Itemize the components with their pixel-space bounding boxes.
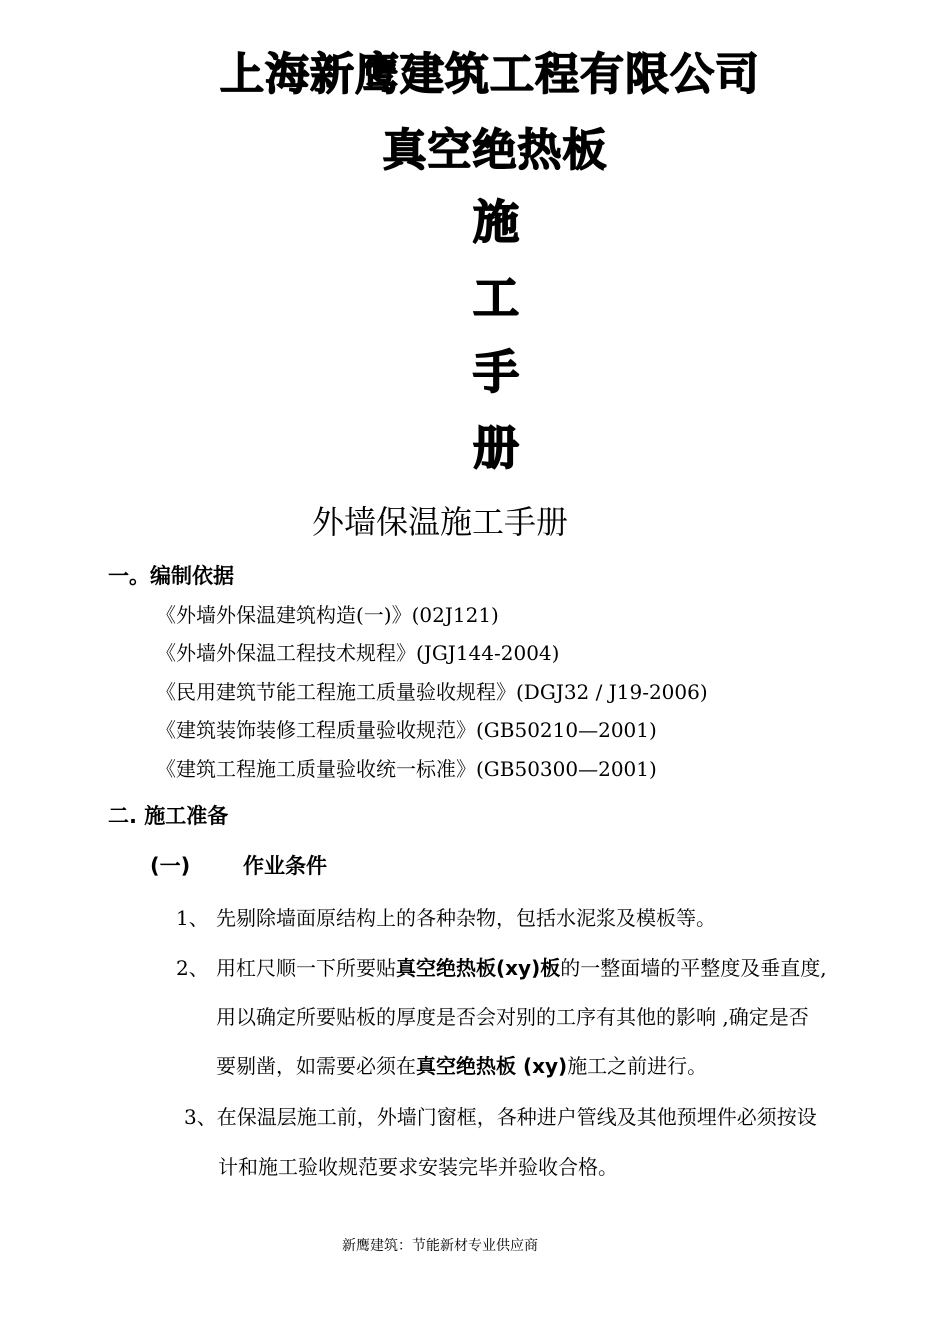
reference-item: 《建筑工程施工质量验收统一标准》(GB50300—2001) [156,757,657,781]
item-3-line-1: 3、在保温层施工前，外墙门窗框，各种进户管线及其他预埋件必须按设 [184,1105,817,1129]
subsection-number: (一) [150,854,191,878]
cover-char-3: 手 [473,345,519,399]
page-footer: 新鹰建筑：节能新材专业供应商 [342,1238,538,1254]
subsection-title: 作业条件 [243,854,327,878]
item-2-number: 2、 [176,956,209,980]
product-title: 真空绝热板 [382,125,608,176]
reference-item: 《外墙外保温工程技术规程》(JGJ144-2004) [156,641,560,665]
cover-char-1: 施 [473,195,519,249]
item-1-text: 先剔除墙面原结构上的各种杂物，包括水泥浆及模板等。 [216,906,716,930]
reference-item: 《外墙外保温建筑构造(一)》(02J121) [156,603,499,627]
item-2-product-bold: 真空绝热板 (xy) [416,1054,568,1078]
manual-subtitle: 外墙保温施工手册 [311,503,568,541]
reference-item: 《民用建筑节能工程施工质量验收规程》(DGJ32 / J19-2006) [156,680,708,704]
item-2-line-3 [216,1050,707,1079]
item-1-number: 1、 [176,906,209,930]
section-2-heading: 二. 施工准备 [108,804,229,828]
item-2-text: 用杠尺顺一下所要贴 [216,956,396,980]
section-1-heading: 一。编制依据 [108,564,234,588]
cover-char-2: 工 [473,271,519,325]
item-3-line-2: 计和施工验收规范要求安装完毕并验收合格。 [218,1155,618,1179]
company-title: 上海新鹰建筑工程有限公司 [220,49,760,100]
item-2-line-2: 用以确定所要贴板的厚度是否会对别的工序有其他的影响 ,确定是否 [216,1005,809,1029]
item-2-text: 要剔凿，如需要必须在 [216,1054,416,1078]
reference-item: 《建筑装饰装修工程质量验收规范》(GB50210—2001) [156,718,657,742]
item-2-line-1 [216,952,827,981]
item-2-text: 的一整面墙的平整度及垂直度, [560,956,827,980]
item-2-text: 施工之前进行。 [567,1054,708,1078]
cover-char-4: 册 [473,421,519,475]
item-2-product-bold: 真空绝热板(xy)板 [396,956,561,980]
